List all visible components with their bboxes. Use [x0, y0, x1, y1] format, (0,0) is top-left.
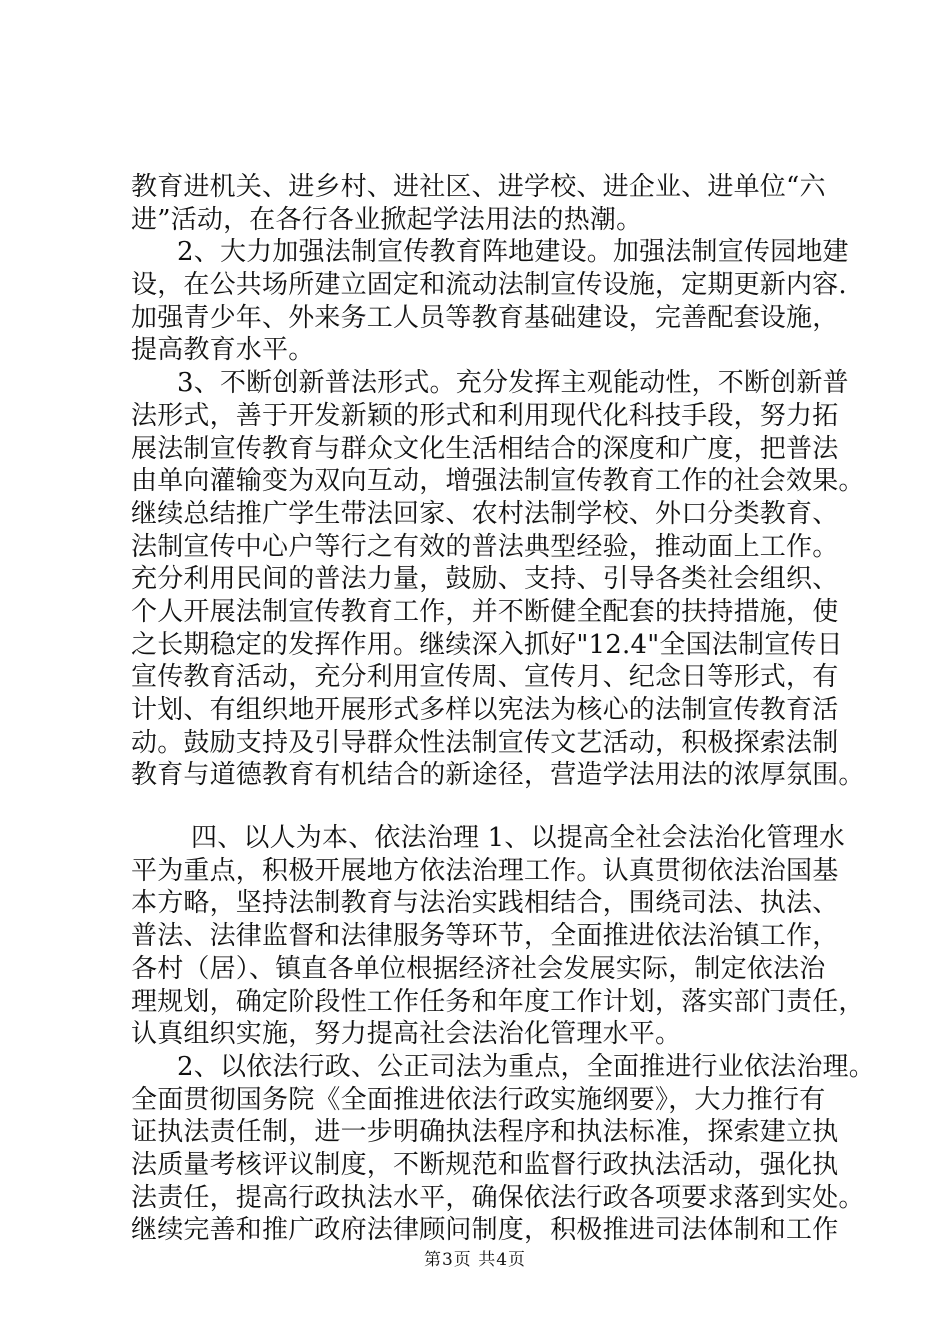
text-line: 认真组织实施，努力提高社会法治化管理水平。 — [131, 1019, 682, 1050]
text-line: 法形式，善于开发新颖的形式和利用现代化科技手段，努力拓 — [131, 400, 839, 431]
document-body — [131, 171, 875, 1247]
text-line: 普法、法律监督和法律服务等环节，全面推进依法治镇工作， — [131, 921, 839, 952]
paragraph-2 — [131, 236, 849, 367]
text-line: 2、以依法行政、公正司法为重点，全面推进行业依法治理。 — [177, 1051, 875, 1082]
text-line: 动。鼓励支持及引导群众性法制宣传文艺活动，积极探索法制 — [131, 727, 839, 758]
text-line: 加强青少年、外来务工人员等教育基础建设，完善配套设施， — [131, 302, 839, 333]
text-line: 展法制宣传教育与群众文化生活相结合的深度和广度，把普法 — [131, 433, 839, 464]
text-line: 计划、有组织地开展形式多样以宪法为核心的法制宣传教育活 — [131, 695, 839, 725]
paragraph-3 — [131, 367, 865, 792]
page-footer — [0, 1245, 950, 1270]
text-line: 教育与道德教育有机结合的新途径，营造学法用法的浓厚氛围。 — [131, 760, 865, 791]
text-line: 提高教育水平。 — [131, 335, 315, 366]
text-line: 充分利用民间的普法力量，鼓励、支持、引导各类社会组织、 — [131, 564, 839, 595]
text-line: 宣传教育活动，充分利用宣传周、宣传月、纪念日等形式，有 — [131, 662, 839, 693]
text-line: 由单向灌输变为双向互动，增强法制宣传教育工作的社会效果。 — [131, 466, 865, 497]
text-line: 证执法责任制，进一步明确执法程序和执法标准，探索建立执 — [131, 1117, 839, 1148]
text-line: 继续完善和推广政府法律顾问制度，积极推进司法体制和工作 — [131, 1215, 839, 1246]
text-line: 本方略，坚持法制教育与法治实践相结合，围绕司法、执法、 — [131, 888, 839, 919]
paragraph-gap — [131, 792, 836, 822]
page-number-label: 第3页 共4页 — [423, 1250, 527, 1270]
text-line: 全面贯彻国务院《全面推进依法行政实施纲要》，大力推行有 — [131, 1084, 826, 1115]
text-line: 设，在公共场所建立固定和流动法制宣传设施，定期更新内容. — [131, 270, 847, 301]
paragraph-5 — [131, 1051, 875, 1247]
text-line: 2、大力加强法制宣传教育阵地建设。加强法制宣传园地建 — [177, 237, 849, 268]
text-line: 法质量考核评议制度，不断规范和监督行政执法活动，强化执 — [131, 1149, 839, 1180]
text-line: 法制宣传中心户等行之有效的普法典型经验，推动面上工作。 — [131, 531, 839, 562]
paragraph-continuation — [131, 171, 836, 236]
text-line: 个人开展法制宣传教育工作，并不断健全配套的扶持措施，使 — [131, 596, 839, 627]
text-line: 进”活动，在各行各业掀起学法用法的热潮。 — [131, 204, 643, 235]
paragraph-4 — [131, 822, 865, 1051]
text-line: 之长期稳定的发挥作用。继续深入抓好"12.4"全国法制宣传日 — [131, 629, 843, 660]
text-line: 理规划，确定阶段性工作任务和年度工作计划，落实部门责任， — [131, 986, 865, 1017]
text-line: 教育进机关、进乡村、进社区、进学校、进企业、进单位“六 — [131, 172, 826, 202]
text-line: 继续总结推广学生带法回家、农村法制学校、外口分类教育、 — [131, 498, 839, 529]
text-line: 四、以人为本、依法治理 1、以提高全社会法治化管理水 — [191, 823, 846, 854]
text-line: 平为重点，积极开展地方依法治理工作。认真贯彻依法治国基 — [131, 855, 839, 886]
text-line: 3、不断创新普法形式。充分发挥主观能动性，不断创新普 — [177, 368, 849, 399]
text-line: 法责任，提高行政执法水平，确保依法行政各项要求落到实处。 — [131, 1182, 865, 1213]
text-line: 各村（居）、镇直各单位根据经济社会发展实际，制定依法治 — [131, 953, 826, 984]
